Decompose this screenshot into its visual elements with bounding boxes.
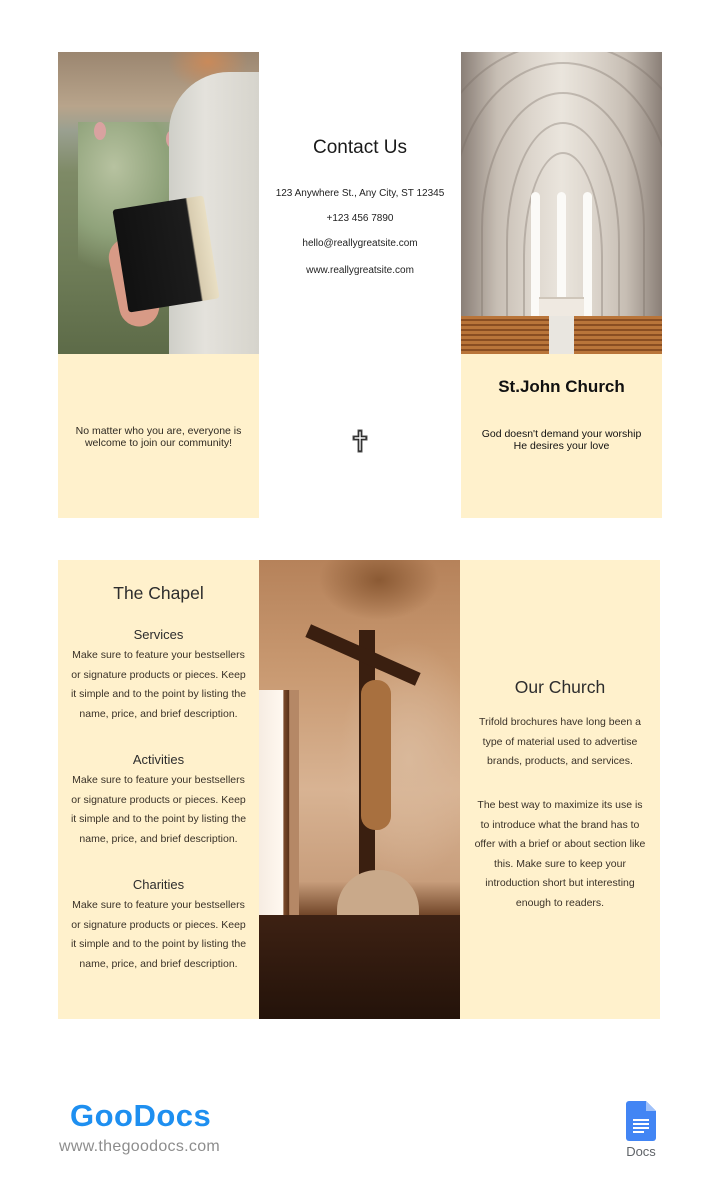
contact-website[interactable]: www.reallygreatsite.com — [306, 265, 414, 276]
google-docs-icon[interactable] — [626, 1101, 656, 1141]
woman-with-bible-photo — [58, 52, 259, 354]
church-interior-photo — [461, 52, 662, 354]
our-church-title: Our Church — [514, 677, 606, 697]
welcome-text: No matter who you are, everyone is welcome to join our community! — [75, 425, 242, 449]
activities-heading: Activities — [132, 752, 185, 767]
church-tagline — [461, 428, 662, 452]
crucifix-photo — [259, 560, 460, 1019]
contact-email[interactable]: hello@reallygreatsite.com — [302, 238, 418, 249]
charities-heading: Charities — [132, 877, 185, 892]
chapel-title: The Chapel — [113, 583, 204, 603]
docs-label: Docs — [626, 1144, 656, 1159]
tagline-line-1: God doesn't demand your worship — [481, 428, 642, 440]
our-church-panel — [460, 560, 660, 1019]
our-church-paragraph-1: Trifold brochures have long been a type of material used to advertise brands, products, and services. — [479, 716, 641, 767]
contact-address: 123 Anywhere St., Any City, ST 12345 — [275, 188, 445, 199]
services-body: Make sure to feature your bestsellers or signature products or pieces. Keep it simple and to the point by listing the name, price, and brief description. — [70, 649, 247, 720]
charities-body: Make sure to feature your bestsellers or signature products or pieces. Keep it simple and to the point by listing the name, price, and brief description. — [70, 899, 247, 970]
goodocs-url[interactable]: www.thegoodocs.com — [59, 1138, 221, 1155]
cross-icon — [351, 429, 369, 453]
goodocs-logo[interactable]: GooDocs — [70, 1098, 212, 1133]
tagline-line-2: He desires your love — [513, 440, 610, 452]
contact-phone: +123 456 7890 — [326, 213, 394, 224]
our-church-paragraph-2: The best way to maximize its use is to introduce what the brand has to offer with a brief or about section like this. Make sure to keep your introduction short but interesting enough to readers. — [474, 799, 646, 909]
contact-title: Contact Us — [313, 137, 407, 158]
church-name: St.John Church — [498, 377, 625, 396]
services-heading: Services — [133, 627, 184, 642]
activities-body: Make sure to feature your bestsellers or signature products or pieces. Keep it simple and to the point by listing the name, price, and brief description. — [70, 774, 247, 845]
